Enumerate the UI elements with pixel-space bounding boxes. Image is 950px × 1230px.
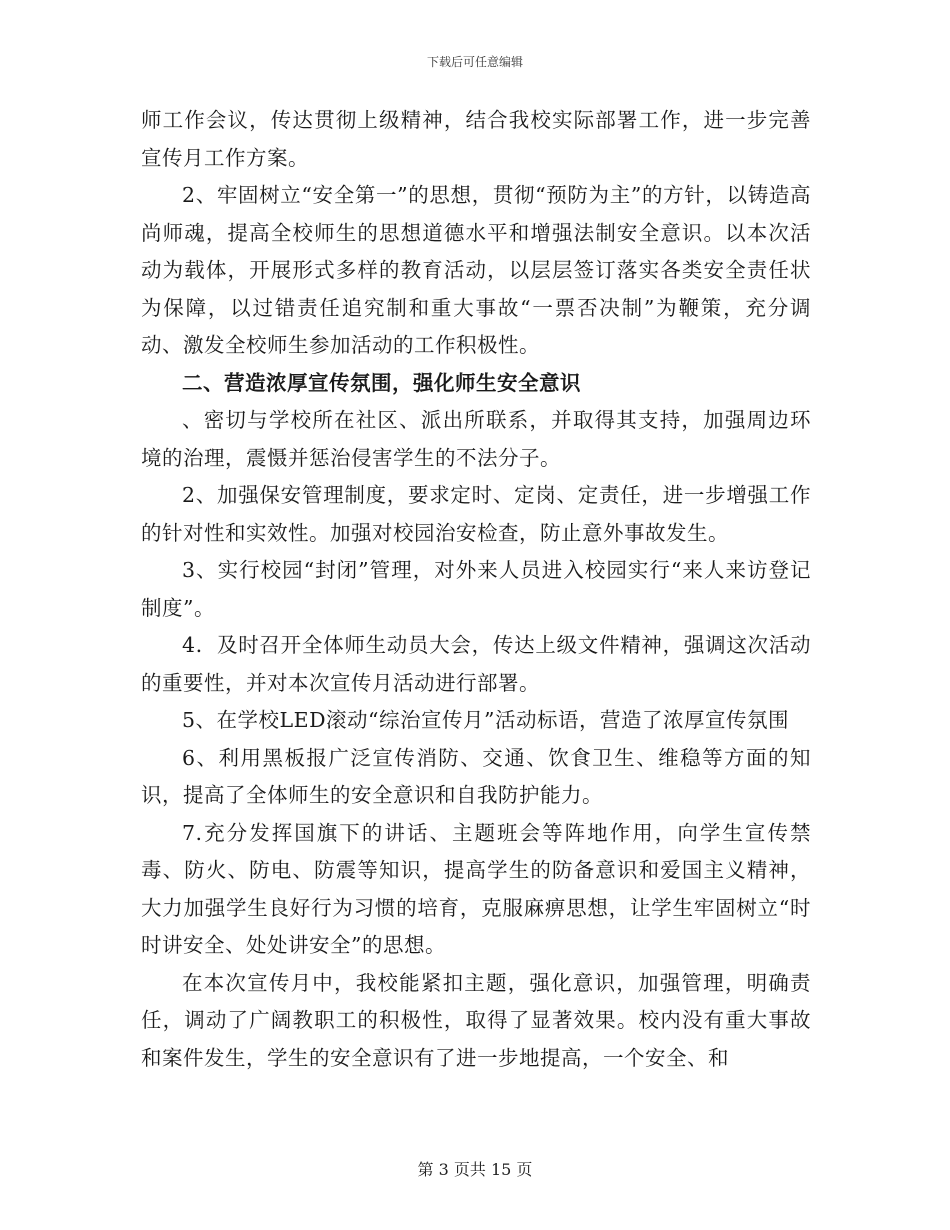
paragraph-item-7-flag-speech: 7.充分发挥国旗下的讲话、主题班会等阵地作用，向学生宣传禁毒、防火、防电、防震等知识，提高学生的防备意识和爱国主义精神，大力加强学生良好行为习惯的培育，克服麻痹思想，让学生牢固树立“时时讲安全、处处讲安全”的思想。 [141, 820, 811, 957]
document-body [141, 102, 811, 1077]
section-heading-2: 二、营造浓厚宣传氛围，强化师生安全意识 [182, 370, 581, 395]
paragraph-continuation: 师工作会议，传达贯彻上级精神，结合我校实际部署工作，进一步完善宣传月工作方案。 [141, 108, 811, 170]
paragraph-item-3-closed-management: 3、实行校园“封闭”管理，对外来人员进入校园实行“来人来访登记制度”。 [141, 558, 811, 620]
paragraph-item-4-mobilization: 4．及时召开全体师生动员大会，传达上级文件精神，强调这次活动的重要性，并对本次宣传月活动进行部署。 [141, 633, 811, 695]
paragraph-item-6-blackboard: 6、利用黑板报广泛宣传消防、交通、饮食卫生、维稳等方面的知识，提高了全体师生的安全意识和自我防护能力。 [141, 745, 811, 807]
paragraph-item-2-safety-first: 2、牢固树立“安全第一”的思想，贯彻“预防为主”的方针，以铸造高尚师魂，提高全校师生的思想道德水平和增强法制安全意识。以本次活动为载体，开展形式多样的教育活动，以层层签订落实各类安全责任状为保障，以过错责任追究制和重大事故“一票否决制”为鞭策，充分调动、激发全校师生参加活动的工作积极性。 [141, 183, 811, 357]
page-number-footer: 第 3 页共 15 页 [417, 1160, 533, 1179]
paragraph-item-5-led-slogans: 5、在学校LED滚动“综治宣传月”活动标语，营造了浓厚宣传氛围 [182, 708, 790, 732]
paragraph-item-2-security-management: 2、加强保安管理制度，要求定时、定岗、定责任，进一步增强工作的针对性和实效性。加强对校园治安检查，防止意外事故发生。 [141, 483, 811, 545]
paragraph-summary: 在本次宣传月中，我校能紧扣主题，强化意识，加强管理，明确责任，调动了广阔教职工的积极性，取得了显著效果。校内没有重大事故和案件发生，学生的安全意识有了进一步地提高，一个安全、和 [141, 970, 811, 1070]
paragraph-item-community-liaison: 、密切与学校所在社区、派出所联系，并取得其支持，加强周边环境的治理，震慑并惩治侵害学生的不法分子。 [141, 408, 811, 470]
page-header: 下载后可任意编辑 [426, 55, 523, 69]
